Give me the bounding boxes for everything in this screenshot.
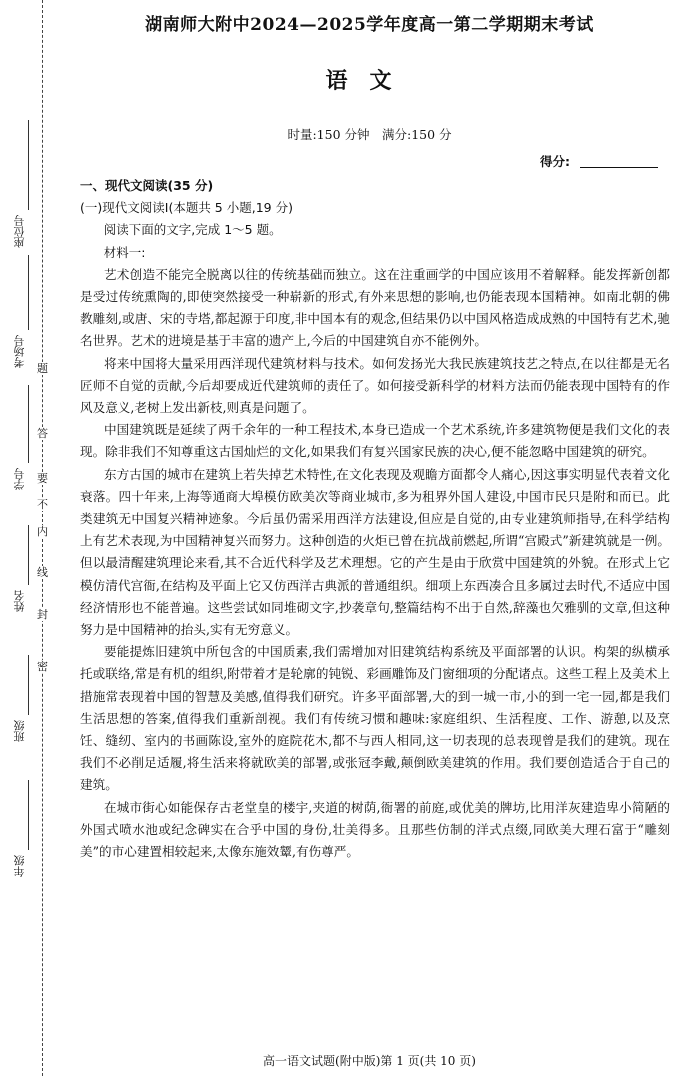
seal-char-feng: 封 [37,608,48,621]
exam-content [80,175,670,863]
binding-margin [0,0,60,1076]
exam-meta: 时量:150 分钟 满分:150 分 [287,127,452,142]
paragraph: 中国建筑既是延续了两千余年的一种工程技术,本身已造成一个艺术系统,许多建筑物便是我们文化的表现。除非我们不知尊重这古国灿烂的文化,如果我们有复兴国家民族的决心,便不能忽略中国建筑的研究。 [80,422,670,460]
student-id-field[interactable] [28,385,29,463]
paragraph: 要能提炼旧建筑中所包含的中国质素,我们需增加对旧建筑结构系统及平面部署的认识。构架的纵横承托或联络,常是有机的组织,附带着才是轮廓的钝锐、彩画雕饰及门窗细项的分配诸点。这些工程上及美术上措施常表现着中国的智慧及美感,值得我们研究。许多平面部署,大的到一城一市,小的到一宅一园,都是我们生活思想的答案,值得我们重新剖视。我们有传统习惯和趣味:家庭组织、生活程度、工作、游憩,以及烹饪、缝纫、室内的书画陈设,室外的庭院花木,都不与西人相同,这一切表现的总表现曾是我们的建筑。现在我们不必削足适履,将生活来将就欧美的部署,或张冠李戴,颠倒欧美建筑的作用。我们要创造适合于自己的建筑。 [80,644,670,793]
grade-field[interactable] [28,780,29,850]
paragraph: 艺术创造不能完全脱离以往的传统基础而独立。这在注重画学的中国应该用不着解释。能发挥新创都是受过传统熏陶的,即使突然接受一种崭新的形式,有外来思想的影响,也仍能表现本国精神。如南北朝的佛教雕刻,或唐、宋的寺塔,都起源于印度,非中国本有的观念,但结果仍以中国风格造成成熟的中国特有艺术,驰名世界。艺术的进境是基于丰富的遗产上,今后的中国建筑自亦不能例外。 [80,266,670,349]
paragraph: 东方古国的城市在建筑上若失掉艺术特性,在文化表现及观瞻方面都令人痛心,因这事实明显代表着文化衰落。四十年来,上海等通商大埠模仿欧美次等商业城市,多为租界外国人建设,中国市民只是附和而已。此类建筑无中国复兴精神迹象。今后虽仍需采用西洋方法建设,但应是自觉的,由专业建筑师指导,在科学结构上有艺术表现,为中国精神复兴而努力。这种创造的火炬已曾在抗战前燃起,所谓“宫殿式”新建筑就是一例。但以最清醒建筑理论来看,其不合近代科学及艺术理想。它的产生是由于欣赏中国建筑的外貌。在形式上它模仿清代宫衙,在结构及平面上它又仿西洋古典派的普通组织。细项上东西凑合且多属过去时代,不适应中国经济情形也不能普遍。这些尝试如同堆砌文字,抄袭章句,整篇结构不出于自然,辞藻也欠雅驯的文章,但这种努力是中国精神的抬头,实有无穷意义。 [80,466,670,638]
paragraph: 在城市街心如能保存古老堂皇的楼宇,夹道的树荫,衙署的前庭,或优美的牌坊,比用洋灰建造卑小简陋的外国式喷水池或纪念碑实在合乎中国的身份,壮美得多。且那些仿制的洋式点缀,同欧美大理石富于“雕刻美”的市心建置相较起来,太像东施效颦,有伤尊严。 [80,799,670,860]
seat-number-field[interactable] [28,120,29,210]
class-label: 班级 [13,720,26,742]
section-heading: 一、现代文阅读(35 分) [80,178,214,193]
exam-title: 湖南师大附中2024—2025学年度高一第二学期期末考试 [145,15,594,35]
subsection-heading: (一)现代文阅读Ⅰ(本题共 5 小题,19 分) [80,200,293,216]
seat-number-label: 座位号 [13,215,26,248]
name-field[interactable] [28,525,29,585]
seal-char-yao: 要 [37,472,48,485]
seal-char-ti: 题 [37,362,48,375]
seal-char-bu: 不 [37,498,48,511]
score-label: 得分: [540,154,570,169]
class-field[interactable] [28,655,29,715]
exam-room-field[interactable] [28,255,29,330]
exam-room-label: 考场号 [13,335,26,368]
reading-instruction: 阅读下面的文字,完成 1～5 题。 [103,222,282,238]
seal-char-nei: 内 [37,525,48,538]
seal-char-xian: 线 [37,566,48,579]
subject-title: 语文 [325,68,414,94]
student-id-label: 学号 [13,468,26,490]
seal-char-mi: 密 [37,660,48,673]
seal-char-da: 答 [37,427,48,440]
page-footer: 高一语文试题(附中版)第 1 页(共 10 页) [263,1054,476,1068]
material-label: 材料一: [103,244,146,260]
paragraph: 将来中国将大量采用西洋现代建筑材料与技术。如何发扬光大我民族建筑技艺之特点,在以往都是无名匠师不自觉的贡献,今后却要成近代建筑师的责任了。如何接受新科学的材料方法而仍能表现中国特有的作风及意义,老树上发出新枝,则真是问题了。 [80,355,670,416]
binding-dashed-line [42,0,43,1076]
score-field[interactable] [580,167,658,168]
grade-label: 年级 [13,855,26,877]
name-label: 姓名 [13,590,26,612]
